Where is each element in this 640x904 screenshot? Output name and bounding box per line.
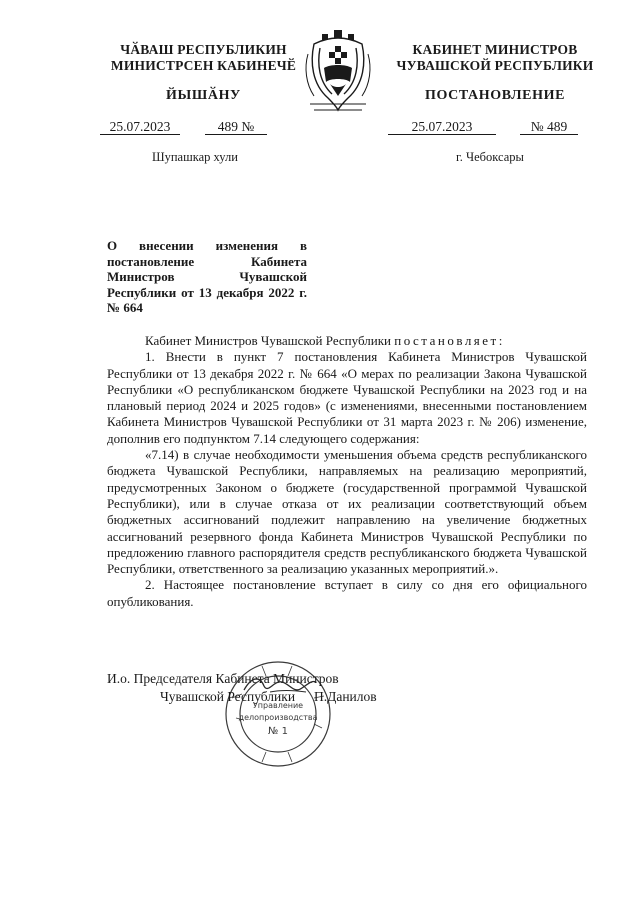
right-number-value: № 489 [520, 119, 578, 135]
left-place: Шупашкар хули [152, 150, 238, 164]
intro-spaced: постановляет: [394, 333, 505, 348]
document-subject: О внесении изменения в постановление Кабинета Министров Чувашской Республики от 13 декабря 2022 г. № 664 [107, 238, 307, 315]
paragraph-3: 2. Настоящее постановление вступает в силу со дня его официального опубликования. [107, 577, 587, 609]
left-date [100, 119, 180, 135]
paragraph-1: 1. Внести в пункт 7 постановления Кабинета Министров Чувашской Республики от 13 декабря 2022 г. № 664 «О мерах по реализации Закона Чувашской Республики «О республиканском бюджете Чувашской Республики на 2023 год и на плановый период 2024 и 2025 годов» (с изменениями, внесенными постановлением Кабинета Министров Чувашской Республики от 31 марта 2023 г. № 206) изменение, дополнив его подпунктом 7.14 следующего содержания: [107, 349, 587, 446]
left-number-value: 489 № [205, 119, 267, 135]
header-left-title: ЙЫШӐНУ [166, 88, 241, 103]
header-right-title: ПОСТАНОВЛЕНИЕ [424, 88, 566, 103]
paragraph-2: «7.14) в случае необходимости уменьшения объема средств республиканского бюджета Чувашской Республики, направляемых на реализацию мероприятий, предусмотренных Законом о бюджете (государственной программой Чувашской Республики), или в случае отказа от их реализации соответствующий объем бюджетных ассигнований подлежит направлению на увеличение бюджетных ассигнований резервного фонда Кабинета Министров Чувашской Республики по предложению главного распорядителя средств республиканского бюджета Чувашской Республики, ответственного за реализацию указанных мероприятий.». [107, 447, 587, 577]
stamp-line3: № 1 [268, 726, 288, 737]
header-left-line1: ЧӐВАШ РЕСПУБЛИКИН [120, 42, 287, 57]
signature-name: П.Данилов [314, 689, 377, 704]
header-left-line2: МИНИСТРСЕН КАБИНЕЧӖ [110, 58, 297, 73]
stamp-line2: делопроизводства [238, 713, 318, 722]
header-left [96, 42, 311, 74]
intro-text: Кабинет Министров Чувашской Республики [145, 333, 391, 348]
signature-position-line2: Чувашской Республики [160, 689, 296, 704]
right-number [520, 119, 578, 135]
right-place: г. Чебоксары [456, 150, 524, 164]
header-right-line2: ЧУВАШСКОЙ РЕСПУБЛИКИ [396, 58, 594, 73]
right-date [388, 119, 496, 135]
document-body [107, 333, 587, 610]
right-date-value: 25.07.2023 [388, 119, 496, 135]
left-date-value: 25.07.2023 [100, 119, 180, 135]
header-right [390, 42, 600, 74]
emblem-icon [300, 24, 376, 120]
signature-position-line1: И.о. Председателя Кабинета Министров [107, 671, 339, 686]
stamp-line1: Управление [252, 701, 304, 710]
left-number [205, 119, 267, 135]
handwritten-signature-icon [240, 672, 320, 698]
header-right-line1: КАБИНЕТ МИНИСТРОВ [412, 42, 578, 57]
intro-paragraph [107, 333, 587, 349]
